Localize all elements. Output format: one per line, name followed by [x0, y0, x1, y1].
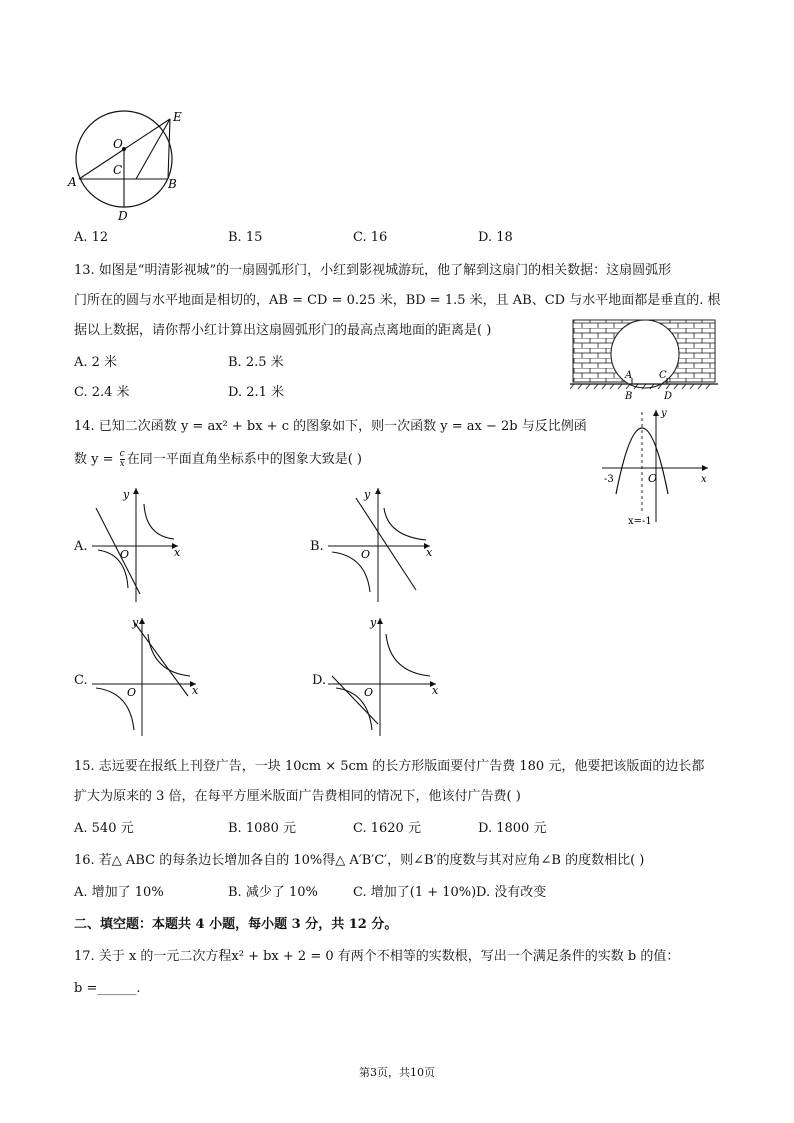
q14-choice-a-label-y: y — [123, 488, 130, 501]
q12-label-a: A — [68, 175, 77, 189]
q14-main-label-o: O — [648, 472, 658, 485]
q14-main-label-y: y — [661, 408, 667, 419]
q14-choice-a-label-o: O — [120, 548, 130, 561]
q14-choice-c-label-x: x — [192, 684, 199, 697]
q14-choice-b-label-x: x — [426, 546, 433, 559]
q14-text-line1: 14. 已知二次函数 y = ax² + bx + c 的图象如下，则一次函数 y = ax − 2b 与反比例函 — [74, 419, 587, 434]
q13-label-b: B — [625, 391, 633, 402]
q14-choice-d-label-o: O — [364, 686, 374, 699]
q14-frac-num: c — [119, 449, 125, 459]
q14-text-line2 — [74, 450, 362, 469]
q14-choice-c-letter: C. — [74, 673, 88, 688]
q15-text-line2: 扩大为原来的 3 倍，在每平方厘米版面广告费相同的情况下，他该付广告费( ) — [74, 789, 521, 804]
q13-label-d: D — [664, 391, 673, 402]
q12-label-b: B — [168, 177, 177, 191]
q14-choice-b-graph — [326, 484, 436, 604]
q13-label-a: A — [625, 370, 633, 381]
q14-choice-b-label-y: y — [364, 488, 371, 501]
q12-option-c: C. 16 — [353, 230, 388, 245]
q16-option-b: B. 减少了 10% — [228, 885, 318, 900]
q13-text-line3: 据以上数据，请你帮小红计算出这扇圆弧形门的最高点离地面的距离是( ) — [74, 323, 492, 338]
q14-frac-den: x — [119, 459, 125, 469]
q13-option-a: A. 2 米 — [74, 355, 118, 370]
q12-label-e: E — [173, 110, 182, 124]
q13-text-line2: 门所在的圆与水平地面是相切的，AB = CD = 0.25 米，BD = 1.5 米，且 AB、CD 与水平地面都是垂直的. 根 — [74, 293, 721, 308]
q16-option-a: A. 增加了 10% — [74, 885, 164, 900]
q14-main-label-axis: x=-1 — [628, 516, 652, 526]
q14-choice-d-label-y: y — [370, 616, 377, 629]
q17-text-line2: b =______. — [74, 981, 141, 996]
q14-choice-c-label-o: O — [127, 686, 137, 699]
section-2-title: 二、填空题：本题共 4 小题，每小题 3 分，共 12 分。 — [74, 917, 398, 932]
q16-text-line1: 16. 若△ ABC 的每条边长增加各自的 10%得△ A′B′C′，则∠B′的度数与其对应角∠B 的度数相比( ) — [74, 853, 645, 868]
q14-line2-suffix: 在同一平面直角坐标系中的图象大致是( ) — [126, 452, 362, 467]
q14-line2-prefix: 数 y = — [74, 452, 118, 467]
q14-choice-b-label-o: O — [361, 548, 371, 561]
q14-choice-c-label-y: y — [132, 616, 139, 629]
q12-option-b: B. 15 — [228, 230, 263, 245]
q15-option-d: D. 1800 元 — [478, 821, 547, 836]
q13-text-line1: 13. 如图是“明清影视城”的一扇圆弧形门，小红到影视城游玩，他了解到这扇门的相关数据：这扇圆弧形 — [74, 263, 672, 278]
q12-label-c: C — [113, 163, 123, 177]
q13-label-c: C — [659, 370, 667, 381]
q14-choice-d-letter: D. — [312, 673, 327, 688]
q13-arch-door-figure — [570, 318, 720, 402]
q14-main-label-neg3: -3 — [604, 474, 614, 485]
q12-option-a: A. 12 — [74, 230, 109, 245]
q15-option-c: C. 1620 元 — [353, 821, 421, 836]
q13-option-d: D. 2.1 米 — [228, 385, 285, 400]
q12-circle-figure — [66, 104, 186, 222]
q14-parabola-figure — [598, 402, 714, 526]
q14-choice-d-label-x: x — [432, 684, 439, 697]
q14-choice-c-graph — [90, 612, 206, 740]
q13-option-c: C. 2.4 米 — [74, 385, 130, 400]
q13-option-b: B. 2.5 米 — [228, 355, 284, 370]
q12-label-o: O — [113, 137, 123, 151]
q15-option-b: B. 1080 元 — [228, 821, 297, 836]
q12-option-d: D. 18 — [478, 230, 513, 245]
q17-text-line1: 17. 关于 x 的一元二次方程x² + bx + 2 = 0 有两个不相等的实数根，写出一个满足条件的实数 b 的值： — [74, 949, 680, 964]
page-footer: 第3页，共10页 — [359, 1066, 435, 1079]
q14-main-label-x: x — [701, 474, 707, 485]
q14-choice-a-label-x: x — [174, 546, 181, 559]
q14-choice-a-graph — [90, 484, 190, 604]
q16-option-c: C. 增加了(1 + 10%) — [353, 885, 477, 900]
q15-text-line1: 15. 志远要在报纸上刊登广告，一块 10cm × 5cm 的长方形版面要付广告费 180 元，他要把该版面的边长都 — [74, 759, 705, 774]
q14-fraction — [120, 450, 125, 469]
q14-choice-a-letter: A. — [74, 539, 88, 554]
q14-choice-d-graph — [326, 612, 442, 740]
q12-label-d: D — [118, 209, 128, 222]
q14-choice-b-letter: B. — [310, 539, 324, 554]
q15-option-a: A. 540 元 — [74, 821, 134, 836]
q16-option-d: D. 没有改变 — [476, 885, 547, 900]
